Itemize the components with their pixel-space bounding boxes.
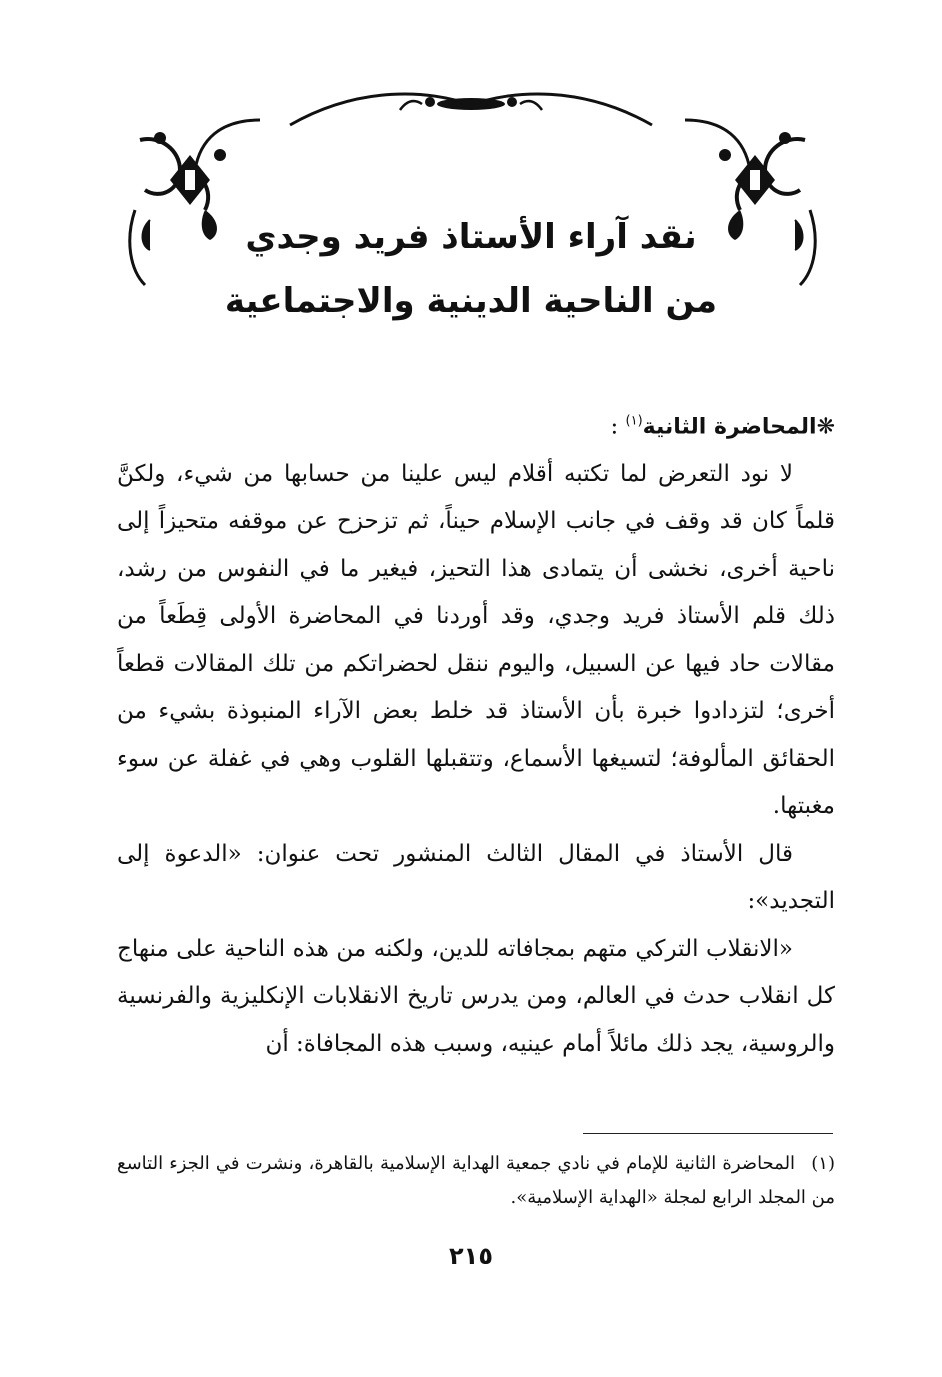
chapter-title bbox=[200, 205, 742, 333]
page-number: ٢١٥ bbox=[449, 1242, 493, 1270]
heading-colon: : bbox=[610, 413, 619, 440]
title-line-2: من الناحية الدينية والاجتماعية bbox=[224, 281, 718, 321]
footnote-text: المحاضرة الثانية للإمام في نادي جمعية الهداية الإسلامية بالقاهرة، ونشرت في الجزء التاسع من المجلد الرابع لمجلة «الهداية الإسلامية». bbox=[117, 1153, 835, 1208]
title-line-1: نقد آراء الأستاذ فريد وجدي bbox=[245, 217, 697, 257]
paragraph-2: قال الأستاذ في المقال الثالث المنشور تحت عنوان: «الدعوة إلى التجديد»: bbox=[117, 840, 835, 915]
footnote bbox=[117, 1147, 835, 1215]
top-flourish-icon bbox=[280, 80, 662, 140]
heading-marker: ❋ bbox=[816, 414, 835, 440]
footnote-number: (١) bbox=[811, 1153, 835, 1174]
paragraph-1: لا نود التعرض لما تكتبه أقلام ليس علينا من حسابها من شيء، ولكنَّ قلماً كان قد وقف في جانب الإسلام حيناً، ثم تزحزح عن موقفه متحيزاً إلى ناحية أخرى، نخشى أن يتمادى هذا التحيز، فيغير ما في النفوس من رشد، ذلك قلم الأستاذ فريد وجدي، وقد أوردنا في المحاضرة الأولى قِطَعاً من مقالات حاد فيها عن السبيل، واليوم ننقل لحضراتكم من تلك المقالات قطعاً أخرى؛ لتزدادوا خبرة بأن الأستاذ قد خلط بعض الآراء المنبوذة بشيء من الحقائق المألوفة؛ لتسيغها الأسماع، وتتقبلها القلوب وهي في غفلة عن سوء مغبتها. bbox=[117, 460, 835, 820]
paragraph-3: «الانقلاب التركي متهم بمجافاته للدين، ولكنه من هذه الناحية على منهاج كل انقلاب حدث في العالم، ومن يدرس تاريخ الانقلابات الإنكليزية والفرنسية والروسية، يجد ذلك مائلاً أمام عينيه، وسبب هذه المجافاة: أن bbox=[117, 935, 835, 1057]
footnote-reference: (١) bbox=[625, 414, 643, 429]
body-text bbox=[117, 398, 835, 1068]
lecture-heading: المحاضرة الثانية bbox=[642, 414, 817, 440]
section-heading bbox=[117, 398, 835, 451]
footnote-divider bbox=[583, 1133, 833, 1134]
